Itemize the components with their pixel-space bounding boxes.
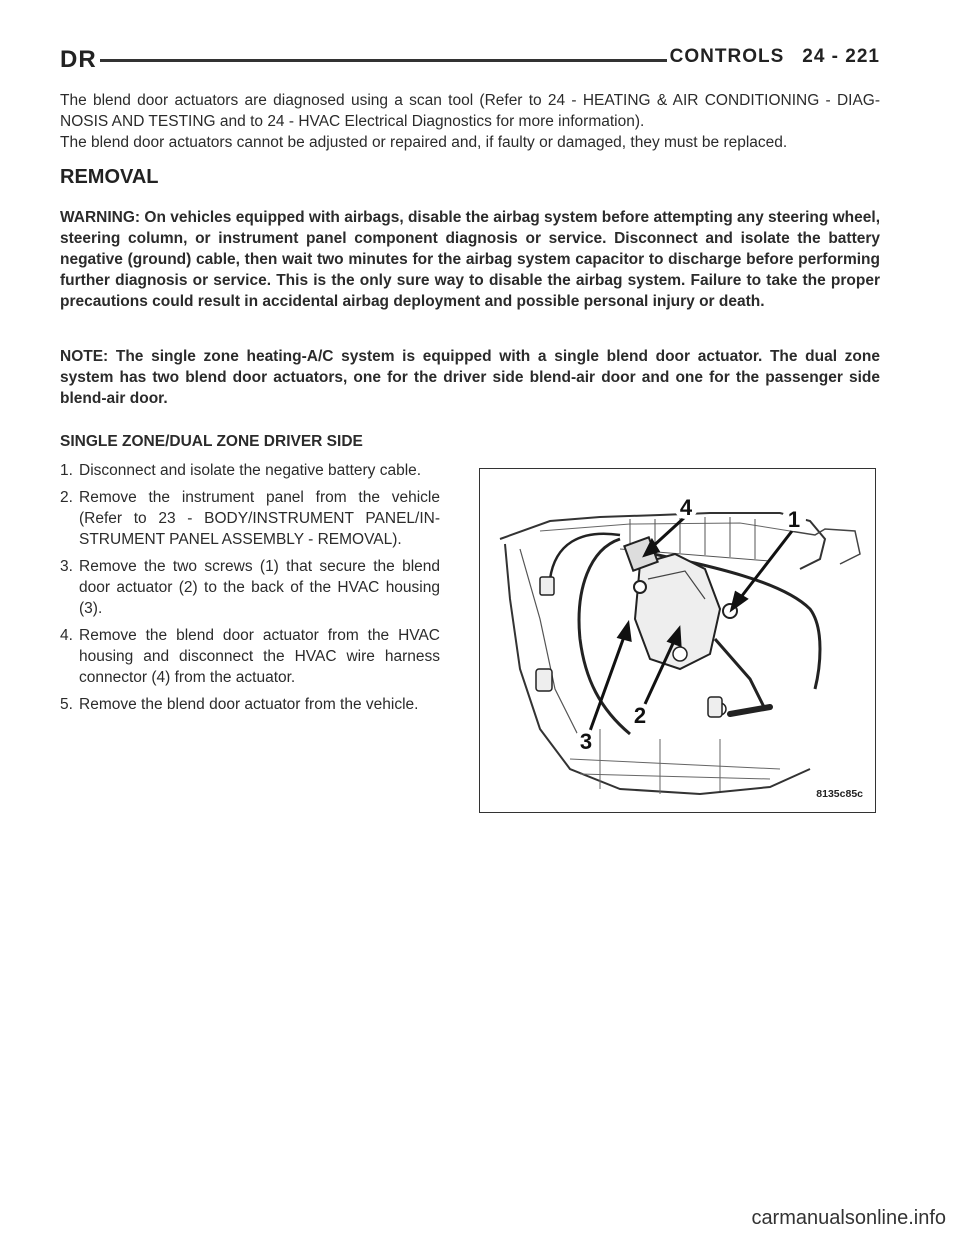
figure-code: 8135c85c: [816, 788, 863, 800]
intro-paragraph-2: The blend door actuators cannot be adjusted or repaired and, if faulty or damaged, they must be replaced.: [60, 134, 788, 151]
list-item: 1. Disconnect and isolate the negative battery cable.: [60, 462, 422, 479]
list-item: 3. Remove the two screws (1) that secure the blend door actuator (2) to the back of the HVAC housing (3).: [60, 558, 440, 617]
note-paragraph: NOTE: The single zone heating-A/C system is equipped with a single blend door actuator. The dual zone system has two blend door actuators, one for the driver side blend-air door and one for the passenger side blend-air door.: [60, 348, 880, 407]
list-item: 5. Remove the blend door actuator from the vehicle.: [60, 696, 419, 713]
list-item: 2. Remove the instrument panel from the vehicle (Refer to 23 - BODY/INSTRUMENT PANEL/IN-STRUMENT PANEL ASSEMBLY - REMOVAL).: [60, 489, 440, 548]
intro-paragraph-1: The blend door actuators are diagnosed using a scan tool (Refer to 24 - HEATING & AIR CONDITIONING - DIAG-NOSIS AND TESTING and to 24 - HVAC Electrical Diagnostics for more information).: [60, 92, 880, 130]
list-item: 4. Remove the blend door actuator from the HVAC housing and disconnect the HVAC wire harness connector (4) from the actuator.: [60, 627, 440, 686]
warning-paragraph: WARNING: On vehicles equipped with airbags, disable the airbag system before attempting any steering wheel, steering column, or instrument panel component diagnosis or service. Disconnect and isolate the battery negative (ground) cable, then wait two minutes for the airbag system capacitor to discharge before performing further diagnosis or service. This is the only sure way to disable the airbag system. Failure to take the proper precautions could result in accidental airbag deployment and possible personal injury or death.: [60, 209, 880, 310]
callout-1: 1: [787, 507, 801, 532]
actuator-illustration: [479, 468, 876, 813]
callout-2: 2: [633, 703, 647, 728]
header-section-title: CONTROLS: [669, 46, 785, 67]
header-page-number: 24 - 221: [802, 46, 880, 67]
procedure-subheading: SINGLE ZONE/DUAL ZONE DRIVER SIDE: [60, 433, 363, 450]
header-rule: [100, 59, 667, 62]
callout-3: 3: [579, 729, 593, 754]
header-section: [670, 46, 880, 68]
watermark-text: carmanualsonline.info: [751, 1207, 946, 1229]
hvac-housing-drawing: [480, 469, 875, 812]
procedure-steps: [60, 460, 440, 721]
page-header: [60, 44, 880, 78]
header-model-code: DR: [60, 46, 97, 73]
callout-4: 4: [679, 495, 693, 520]
section-heading: REMOVAL: [60, 166, 159, 188]
